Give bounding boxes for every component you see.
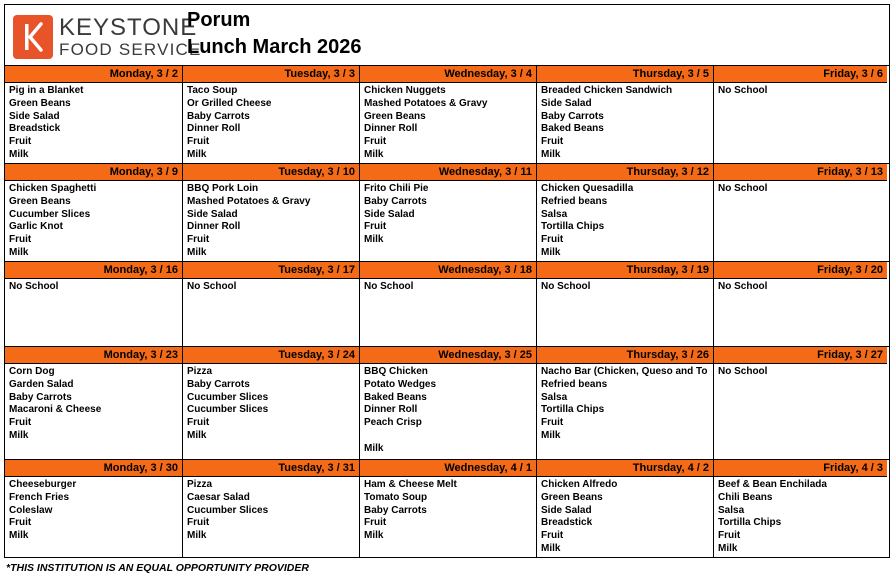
menu-item: Chili Beans [718, 491, 773, 503]
menu-item: Milk [541, 148, 561, 160]
menu-item-list [714, 477, 887, 556]
menu-header [4, 4, 890, 66]
menu-item: Milk [187, 148, 207, 160]
menu-item: Ham & Cheese Melt [364, 479, 457, 490]
menu-item: Green Beans [364, 110, 426, 122]
menu-item-list [183, 279, 359, 294]
day-cell [359, 164, 536, 261]
menu-item: Tomato Soup [364, 491, 428, 503]
day-cell [713, 460, 887, 557]
day-header: Tuesday, 3 / 31 [183, 460, 359, 477]
menu-item: Cucumber Slices [187, 504, 269, 516]
menu-item-list [714, 279, 887, 294]
day-cell [359, 262, 536, 346]
week-row [5, 346, 889, 459]
menu-item-list [5, 279, 182, 294]
menu-item: Refried beans [541, 195, 608, 207]
menu-item-list [183, 364, 359, 443]
day-header: Monday, 3 / 2 [5, 66, 182, 83]
menu-item-list [537, 364, 713, 443]
day-cell [713, 262, 887, 346]
menu-item: Tortilla Chips [718, 517, 782, 529]
menu-calendar [4, 65, 890, 558]
day-header: Monday, 3 / 16 [5, 262, 182, 279]
menu-item: Side Salad [541, 97, 592, 109]
day-cell [5, 460, 182, 557]
menu-item: Milk [364, 442, 384, 454]
menu-item: Frito Chili Pie [364, 183, 429, 194]
day-cell [536, 460, 713, 557]
menu-item: Fruit [187, 136, 210, 148]
keystone-logo [13, 12, 202, 62]
day-cell [182, 347, 359, 459]
day-header: Monday, 3 / 23 [5, 347, 182, 364]
menu-item: Baby Carrots [364, 504, 427, 516]
menu-item-list [714, 83, 887, 98]
menu-item: Salsa [541, 208, 568, 220]
menu-item: Salsa [541, 391, 568, 403]
day-header: Friday, 4 / 3 [714, 460, 887, 477]
keystone-k-icon [13, 15, 53, 59]
menu-title: Lunch March 2026 [187, 36, 362, 58]
menu-item-list [183, 477, 359, 543]
menu-item: Fruit [9, 517, 32, 529]
day-cell [5, 164, 182, 261]
menu-item: Pizza [187, 479, 213, 490]
menu-item: Fruit [718, 530, 741, 542]
day-cell [182, 164, 359, 261]
week-row [5, 65, 889, 163]
menu-item: Fruit [187, 517, 210, 529]
week-row [5, 459, 889, 557]
menu-item: Milk [9, 246, 29, 258]
menu-item: Milk [718, 542, 738, 554]
menu-item: Dinner Roll [364, 404, 418, 416]
menu-item: Side Salad [364, 208, 415, 220]
menu-item: Chicken Quesadilla [541, 183, 634, 194]
day-cell [359, 460, 536, 557]
menu-item: Refried beans [541, 378, 608, 390]
menu-item: Milk [541, 542, 561, 554]
day-header: Friday, 3 / 20 [714, 262, 887, 279]
menu-item: No School [718, 366, 768, 377]
footer-note: *THIS INSTITUTION IS AN EQUAL OPPORTUNITY PROVIDER [6, 562, 309, 574]
day-header: Wednesday, 3 / 25 [360, 347, 536, 364]
day-cell [536, 262, 713, 346]
day-header: Tuesday, 3 / 17 [183, 262, 359, 279]
day-cell [5, 262, 182, 346]
menu-item: Coleslaw [9, 504, 53, 516]
menu-item-list [183, 83, 359, 162]
menu-item: Corn Dog [9, 366, 55, 377]
menu-item: Milk [9, 530, 29, 542]
menu-item: Milk [9, 148, 29, 160]
menu-item-list [360, 279, 536, 294]
menu-item: No School [541, 281, 591, 292]
menu-item: No School [718, 183, 768, 194]
menu-item: Milk [187, 246, 207, 258]
menu-item: Green Beans [9, 195, 71, 207]
menu-item: Baked Beans [541, 123, 604, 135]
menu-item-list [5, 364, 182, 443]
day-cell [5, 66, 182, 163]
menu-item: Mashed Potatoes & Gravy [187, 195, 311, 207]
menu-item: Fruit [9, 417, 32, 429]
day-cell [536, 347, 713, 459]
school-name: Porum [187, 9, 251, 31]
menu-item: BBQ Pork Loin [187, 183, 259, 194]
menu-item: Caesar Salad [187, 491, 250, 503]
menu-item: Nacho Bar (Chicken, Queso and To [541, 366, 708, 377]
menu-item-list [537, 279, 713, 294]
menu-item: Salsa [718, 504, 745, 516]
menu-item: Macaroni & Cheese [9, 404, 102, 416]
menu-item: Garden Salad [9, 378, 74, 390]
menu-item: Milk [9, 429, 29, 441]
menu-item: Garlic Knot [9, 221, 63, 233]
menu-item: Milk [187, 530, 207, 542]
day-header: Thursday, 3 / 5 [537, 66, 713, 83]
menu-item: Fruit [364, 221, 387, 233]
day-cell [713, 164, 887, 261]
menu-item: Breadstick [9, 123, 61, 135]
menu-item: Side Salad [9, 110, 60, 122]
menu-item: Breaded Chicken Sandwich [541, 85, 673, 96]
menu-item: Side Salad [541, 504, 592, 516]
day-cell [182, 460, 359, 557]
menu-item: Peach Crisp [364, 417, 422, 429]
menu-item: Fruit [9, 136, 32, 148]
week-row [5, 261, 889, 346]
menu-item: No School [364, 281, 414, 292]
menu-item: Fruit [364, 136, 387, 148]
day-header: Wednesday, 3 / 11 [360, 164, 536, 181]
menu-item-list [537, 181, 713, 260]
day-cell [359, 66, 536, 163]
day-header: Wednesday, 3 / 4 [360, 66, 536, 83]
menu-item: No School [718, 281, 768, 292]
menu-item: Fruit [541, 136, 564, 148]
menu-item-list [714, 364, 887, 379]
day-header: Tuesday, 3 / 3 [183, 66, 359, 83]
menu-item: Tortilla Chips [541, 404, 605, 416]
menu-item-list [537, 477, 713, 556]
menu-item: Milk [364, 530, 384, 542]
menu-item: Fruit [541, 417, 564, 429]
menu-item: Cucumber Slices [187, 391, 269, 403]
menu-item: Taco Soup [187, 85, 238, 96]
menu-item: Dinner Roll [187, 221, 241, 233]
menu-item: Cucumber Slices [187, 404, 269, 416]
menu-item: French Fries [9, 491, 70, 503]
day-cell [359, 347, 536, 459]
menu-item: Baby Carrots [541, 110, 604, 122]
menu-item: Pig in a Blanket [9, 85, 84, 96]
day-header: Friday, 3 / 13 [714, 164, 887, 181]
menu-item: Green Beans [9, 97, 71, 109]
day-cell [5, 347, 182, 459]
menu-item: Baby Carrots [187, 378, 250, 390]
menu-item-list [5, 181, 182, 260]
menu-item: Milk [541, 429, 561, 441]
menu-item-list [714, 181, 887, 196]
menu-item: BBQ Chicken [364, 366, 428, 377]
menu-item: Pizza [187, 366, 213, 377]
day-header: Friday, 3 / 6 [714, 66, 887, 83]
menu-item: Breadstick [541, 517, 593, 529]
day-header: Thursday, 4 / 2 [537, 460, 713, 477]
menu-item: Chicken Nuggets [364, 85, 446, 96]
menu-item-list [360, 364, 536, 456]
menu-item-list [5, 477, 182, 543]
week-row [5, 163, 889, 261]
day-header: Wednesday, 3 / 18 [360, 262, 536, 279]
menu-item: Fruit [364, 517, 387, 529]
day-header: Tuesday, 3 / 24 [183, 347, 359, 364]
day-header: Thursday, 3 / 12 [537, 164, 713, 181]
menu-item: Or Grilled Cheese [187, 97, 272, 109]
menu-item: No School [718, 85, 768, 96]
menu-item: Fruit [187, 417, 210, 429]
menu-item: Baby Carrots [187, 110, 250, 122]
menu-item: Milk [187, 429, 207, 441]
menu-item: Chicken Alfredo [541, 479, 618, 490]
menu-item: Baby Carrots [364, 195, 427, 207]
menu-item: Cucumber Slices [9, 208, 91, 220]
day-cell [536, 66, 713, 163]
brand-name: KEYSTONE [59, 14, 198, 41]
day-header: Thursday, 3 / 26 [537, 347, 713, 364]
menu-item: Green Beans [541, 491, 603, 503]
menu-item-list [360, 477, 536, 543]
menu-item: Potato Wedges [364, 378, 437, 390]
menu-item-list [183, 181, 359, 260]
menu-item: Fruit [541, 234, 564, 246]
day-cell [182, 66, 359, 163]
menu-item-list [360, 83, 536, 162]
menu-item: Tortilla Chips [541, 221, 605, 233]
menu-item: Cheeseburger [9, 479, 77, 490]
menu-item: Baked Beans [364, 391, 427, 403]
menu-item: No School [9, 281, 59, 292]
menu-item: Beef & Bean Enchilada [718, 479, 827, 490]
menu-item: Fruit [187, 234, 210, 246]
menu-item-list [360, 181, 536, 247]
menu-item: Milk [364, 148, 384, 160]
day-cell [536, 164, 713, 261]
day-header: Friday, 3 / 27 [714, 347, 887, 364]
day-cell [713, 347, 887, 459]
menu-item: Dinner Roll [364, 123, 418, 135]
brand-subtitle: FOOD SERVICE [59, 40, 202, 59]
menu-item: Fruit [9, 234, 32, 246]
day-cell [182, 262, 359, 346]
menu-item: Fruit [541, 530, 564, 542]
menu-item: Mashed Potatoes & Gravy [364, 97, 488, 109]
menu-item: Chicken Spaghetti [9, 183, 97, 194]
day-header: Monday, 3 / 9 [5, 164, 182, 181]
day-header: Tuesday, 3 / 10 [183, 164, 359, 181]
menu-item: Baby Carrots [9, 391, 72, 403]
day-header: Wednesday, 4 / 1 [360, 460, 536, 477]
menu-item: Milk [541, 246, 561, 258]
menu-item [364, 430, 533, 443]
menu-item: Side Salad [187, 208, 238, 220]
menu-item-list [5, 83, 182, 162]
menu-item: Dinner Roll [187, 123, 241, 135]
menu-item-list [537, 83, 713, 162]
menu-item: Milk [364, 234, 384, 246]
day-cell [713, 66, 887, 163]
day-header: Monday, 3 / 30 [5, 460, 182, 477]
day-header: Thursday, 3 / 19 [537, 262, 713, 279]
menu-item: No School [187, 281, 237, 292]
